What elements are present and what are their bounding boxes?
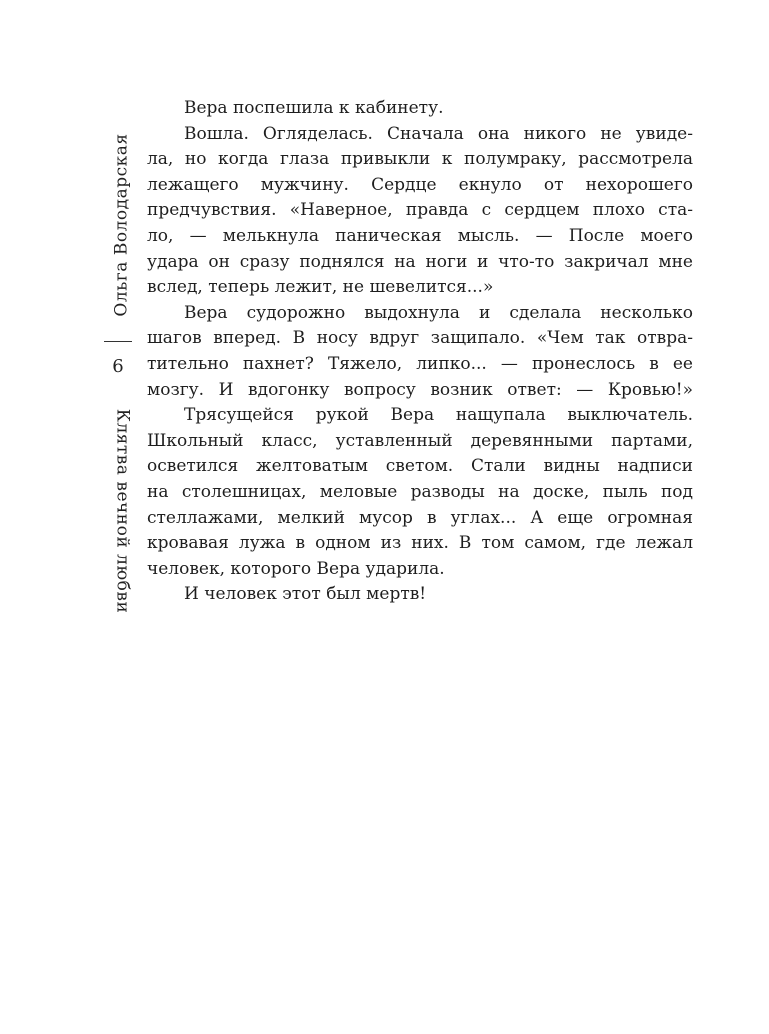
text-line-content: И человек этот был мертв! [184, 584, 427, 605]
book-title: Клятва вечной любви [112, 408, 133, 614]
text-line [147, 403, 693, 429]
text-line [147, 454, 693, 480]
text-line [147, 122, 693, 148]
text-line [147, 480, 693, 506]
text-line-content: Вошла. Огляделась. Сначала она никого не увиде- [184, 123, 693, 144]
text-line-content: Вера поспешила к кабинету. [184, 98, 444, 118]
text-line [147, 224, 693, 250]
running-header-title [108, 400, 136, 622]
text-line [147, 326, 693, 352]
author-name: Ольга Володарская [112, 133, 133, 317]
text-line [147, 352, 693, 378]
text-line-content: осветился желтоватым светом. Стали видны надписи [147, 456, 693, 477]
text-line [147, 96, 693, 122]
text-line [147, 531, 693, 557]
text-line [147, 147, 693, 173]
text-line-content: вслед, теперь лежит, не шевелится...» [147, 277, 494, 298]
text-line [147, 429, 693, 455]
text-line [147, 301, 693, 327]
header-divider [104, 341, 132, 342]
text-line-content: ло, — мелькнула паническая мысль. — После моего [147, 225, 693, 246]
text-line-content: Школьный класс, уставленный деревянными партами, [147, 430, 693, 451]
text-line [147, 173, 693, 199]
page-number: 6 [112, 356, 124, 377]
text-line-content: тительно пахнет? Тяжело, липко... — пронеслось в ее [147, 353, 693, 374]
text-line [147, 557, 693, 583]
text-line-content: мозгу. И вдогонку вопросу возник ответ: — Кровью!» [147, 379, 693, 400]
text-line-content: на столешницах, меловые разводы на доске, пыль под [147, 481, 693, 502]
text-line [147, 275, 693, 301]
text-line [147, 198, 693, 224]
text-line-content: ла, но когда глаза привыкли к полумраку, рассмотрела [147, 149, 693, 170]
text-line [147, 378, 693, 404]
text-line-content: предчувствия. «Наверное, правда с сердцем плохо ста- [147, 200, 693, 221]
text-line-content: Трясущейся рукой Вера нащупала выключатель. [184, 405, 693, 426]
text-line [147, 250, 693, 276]
text-line-content: удара он сразу поднялся на ноги и что-то закричал мне [147, 251, 693, 272]
text-line [147, 582, 693, 608]
text-line [147, 506, 693, 532]
text-line-content: кровавая лужа в одном из них. В том самом, где лежал [147, 533, 693, 554]
text-line-content: шагов вперед. В носу вдруг защипало. «Чем так отвра- [147, 328, 693, 349]
text-line-content: стеллажами, мелкий мусор в углах... А еще огромная [147, 507, 693, 528]
running-header-author [108, 130, 136, 320]
text-line-content: Вера судорожно выдохнула и сделала несколько [184, 302, 693, 323]
text-line-content: человек, которого Вера ударила. [147, 558, 445, 579]
text-line-content: лежащего мужчину. Сердце екнуло от нехорошего [147, 174, 693, 195]
body-text [147, 96, 693, 608]
